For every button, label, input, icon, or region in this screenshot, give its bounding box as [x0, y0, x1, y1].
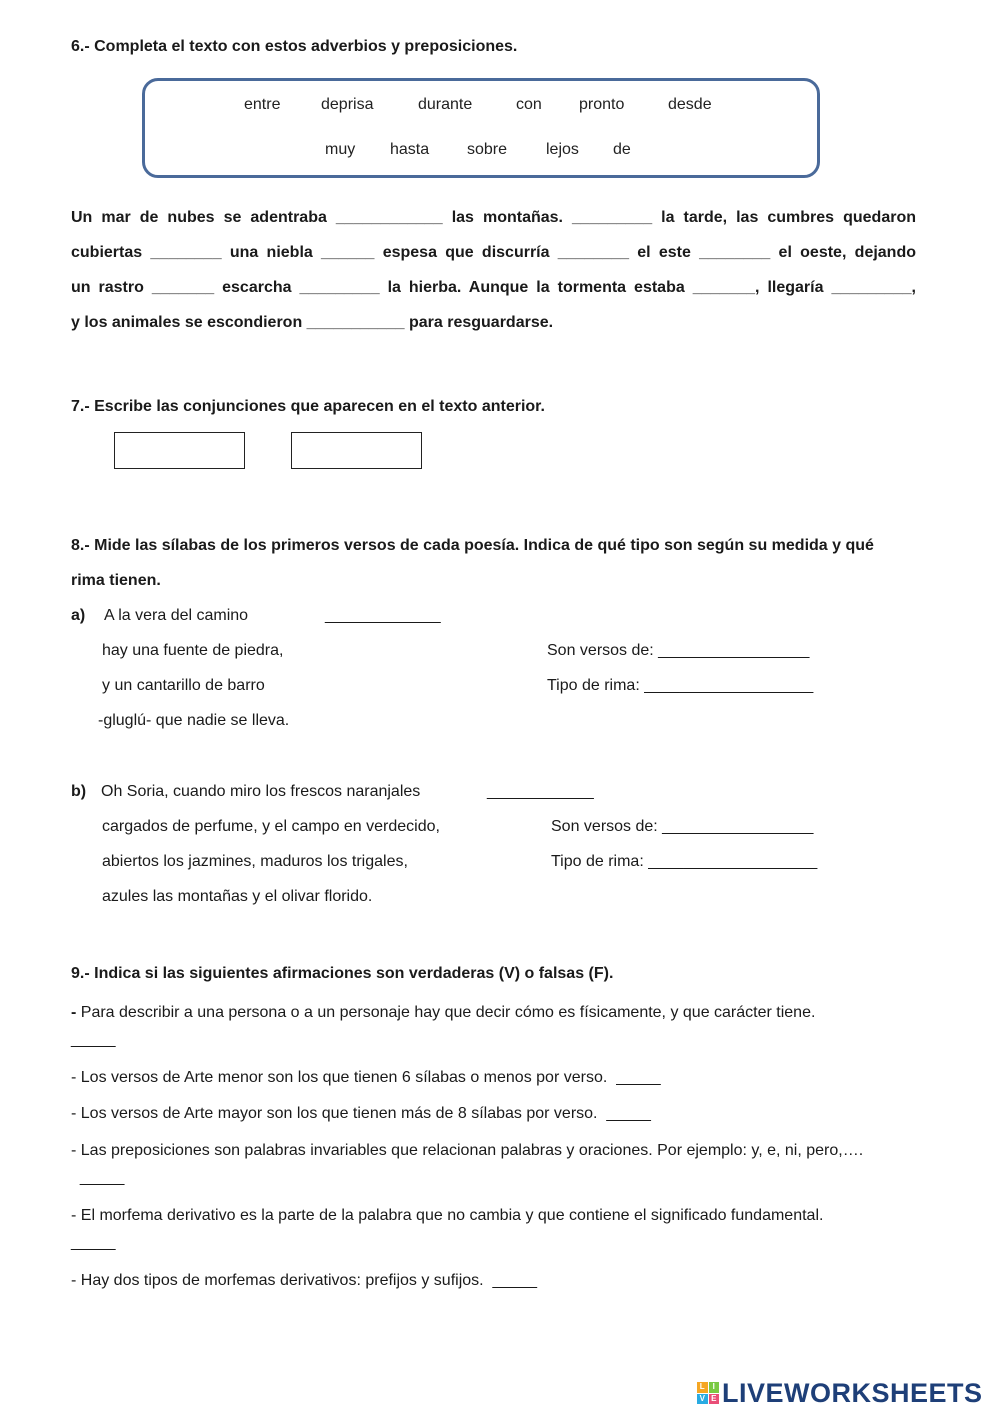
cloze-line[interactable]: y los animales se escondieron ___________ para resguardarse. [71, 314, 554, 331]
statement-item: - Hay dos tipos de morfemas derivativos: prefijos y sufijos. _____ [71, 1272, 537, 1289]
word-bank-item: durante [418, 96, 473, 113]
poem-b-label: b) [71, 783, 87, 800]
true-false-blank[interactable]: _____ [71, 1169, 125, 1186]
poem-b-verse: cargados de perfume, y el campo en verdecido, [102, 818, 440, 835]
poem-a-verse: A la vera del camino [104, 607, 249, 624]
poem-b-rhyme-type-field[interactable]: Tipo de rima: ___________________ [551, 853, 818, 870]
poem-a-verse: hay una fuente de piedra, [102, 642, 284, 659]
true-false-blank[interactable]: _____ [607, 1069, 661, 1086]
exercise-9-heading: 9.- Indica si las siguientes afirmaciones son verdaderas (V) o falsas (F). [71, 965, 614, 982]
word-bank-item: de [613, 141, 631, 158]
word-bank-item: deprisa [321, 96, 374, 113]
word-bank-item: sobre [467, 141, 508, 158]
poem-b-verse: azules las montañas y el olivar florido. [102, 888, 373, 905]
exercise-8-heading: 8.- Mide las sílabas de los primeros versos de cada poesía. Indica de qué tipo son según su medida y qué [71, 537, 874, 554]
true-false-blank[interactable]: _____ [71, 1031, 116, 1048]
liveworksheets-mark-icon: L I V E [697, 1382, 719, 1404]
word-bank-item: lejos [546, 141, 579, 158]
cloze-line[interactable]: cubiertas ________ una niebla ______ espesa que discurría ________ el este ________ el oeste, dejando [71, 244, 916, 261]
true-false-blank[interactable]: _____ [483, 1272, 537, 1289]
poem-b-verse: Oh Soria, cuando miro los frescos naranjales [101, 783, 421, 800]
word-bank-item: hasta [390, 141, 430, 158]
word-bank-box [142, 78, 820, 178]
true-false-blank[interactable]: _____ [597, 1105, 651, 1122]
liveworksheets-logo [697, 1377, 983, 1409]
word-bank-item: muy [325, 141, 356, 158]
liveworksheets-wordmark: LIVEWORKSHEETS [722, 1377, 983, 1408]
poem-b-syllables-blank[interactable]: ____________ [487, 783, 594, 800]
word-bank-item: entre [244, 96, 281, 113]
poem-a-verse: -gluglú- que nadie se lleva. [98, 712, 290, 729]
poem-b-verse: abiertos los jazmines, maduros los trigales, [102, 853, 408, 870]
statement-item: - Para describir a una persona o a un personaje hay que decir cómo es físicamente, y que carácter tiene. _____ [71, 1004, 816, 1048]
poem-b-verse-type-field[interactable]: Son versos de: _________________ [551, 818, 814, 835]
word-bank-item: con [516, 96, 542, 113]
poem-a-verse: y un cantarillo de barro [102, 677, 265, 694]
poem-a-verse-type-field[interactable]: Son versos de: _________________ [547, 642, 810, 659]
exercise-8-heading-cont: rima tienen. [71, 572, 161, 589]
exercise-6-heading: 6.- Completa el texto con estos adverbios y preposiciones. [71, 38, 518, 55]
word-bank-item: desde [668, 96, 712, 113]
cloze-line[interactable]: un rastro _______ escarcha _________ la hierba. Aunque la tormenta estaba _______, llegaría _________, [71, 279, 916, 296]
cloze-paragraph [71, 200, 916, 340]
conjunction-answer-box-1[interactable] [114, 432, 245, 469]
cloze-line[interactable]: Un mar de nubes se adentraba ____________ las montañas. _________ la tarde, las cumbres quedaron [71, 209, 916, 226]
conjunction-answer-box-2[interactable] [291, 432, 422, 469]
poem-a-label: a) [71, 607, 86, 624]
statement-item: - Los versos de Arte mayor son los que tienen más de 8 sílabas por verso. _____ [71, 1105, 651, 1122]
statement-item: - Los versos de Arte menor son los que tienen 6 sílabas o menos por verso. _____ [71, 1069, 661, 1086]
true-false-blank[interactable]: _____ [71, 1234, 116, 1251]
word-bank-item: pronto [579, 96, 625, 113]
poem-a-rhyme-type-field[interactable]: Tipo de rima: ___________________ [547, 677, 814, 694]
exercise-7-heading: 7.- Escribe las conjunciones que aparecen en el texto anterior. [71, 398, 545, 415]
poem-a-syllables-blank[interactable]: _____________ [325, 607, 441, 624]
statement-item: - Las preposiciones son palabras invariables que relacionan palabras y oraciones. Por ejemplo: y, e, ni, pero,…. _____ [71, 1142, 864, 1186]
statement-item: - El morfema derivativo es la parte de la palabra que no cambia y que contiene el significado fundamental. _____ [71, 1207, 824, 1251]
